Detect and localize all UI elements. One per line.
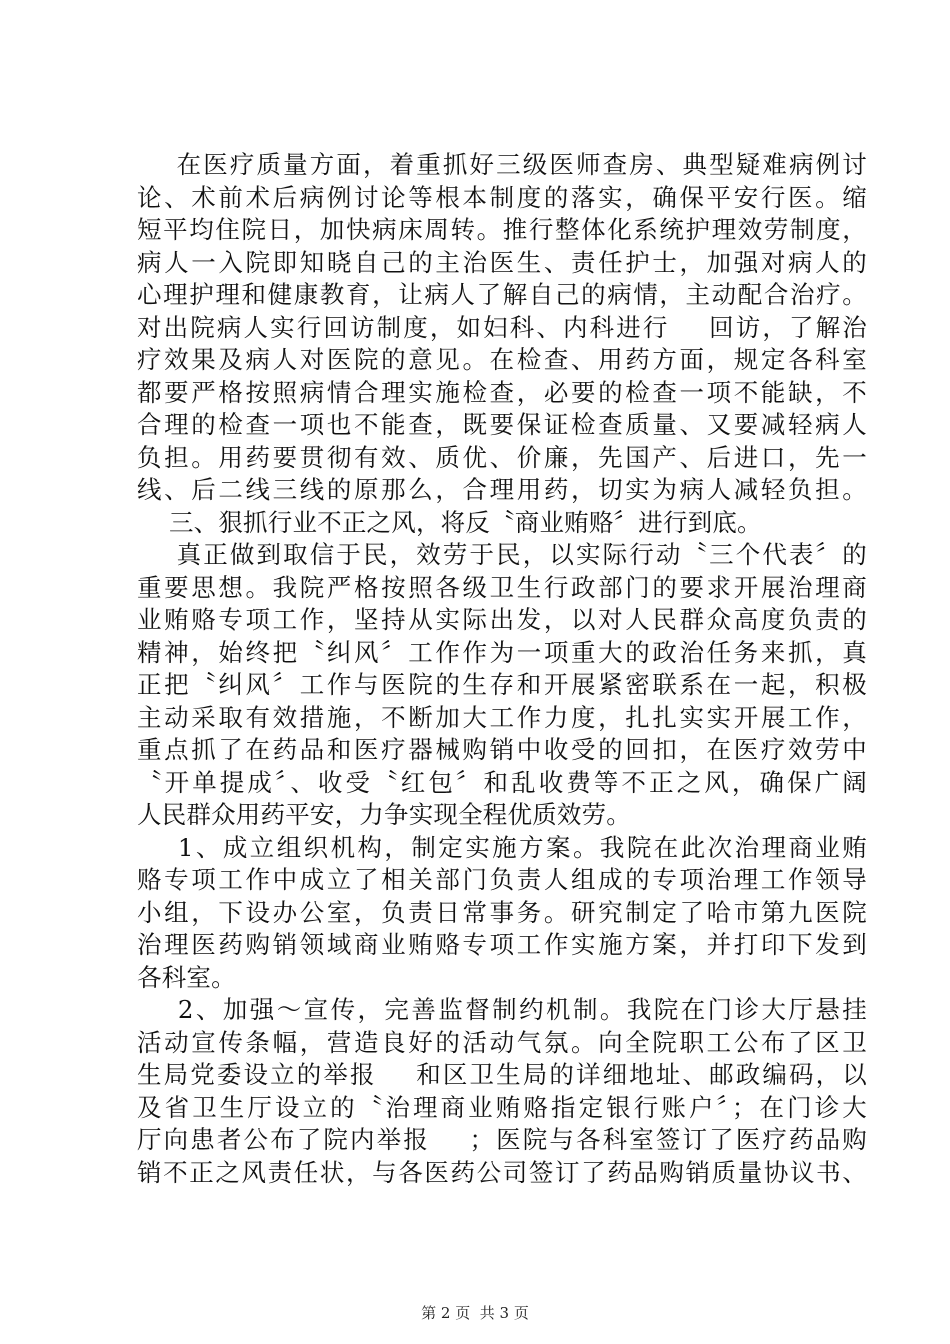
- text-line: 疗效果及病人对医院的意见。在检查、用药方面，规定各科室: [137, 345, 870, 374]
- text-line: 在医疗质量方面，着重抓好三级医师查房、典型疑难病例讨: [137, 150, 869, 179]
- text-line: 短平均住院日，加快病床周转。推行整体化系统护理效劳制度，: [137, 215, 869, 244]
- text-line: 真正做到取信于民，效劳于民，以实际行动〝三个代表〞的: [137, 540, 869, 569]
- text-line: 重要思想。我院严格按照各级卫生行政部门的要求开展治理商: [137, 572, 870, 602]
- text-line: 治理医药购销领域商业贿赂专项工作实施方案，并打印下发到: [137, 930, 870, 959]
- body-text: [137, 149, 870, 1189]
- text-line: 2、加强～宣传，完善监督制约机制。我院在门诊大厅悬挂: [137, 995, 870, 1024]
- text-line: 销不正之风责任状，与各医药公司签订了药品购销质量协议书、: [137, 1157, 869, 1187]
- text-line: 小组，下设办公室，负责日常事务。研究制定了哈市第九医院: [137, 897, 870, 927]
- text-line: 厅向患者公布了院内举报 ；医院与各科室签订了医疗药品购: [137, 1125, 869, 1154]
- text-line: 人民群众用药平安，力争实现全程优质效劳。: [137, 800, 631, 829]
- text-line: 活动宣传条幅，营造良好的活动气氛。向全院职工公布了区卫: [137, 1027, 870, 1057]
- text-line: 合理的检查一项也不能查，既要保证检查质量、又要减轻病人: [137, 410, 870, 439]
- text-line: 线、后二线三线的原那么，合理用药，切实为病人减轻负担。: [137, 475, 870, 504]
- text-line: 心理护理和健康教育，让病人了解自己的病情，主动配合治疗。: [137, 280, 869, 309]
- text-line: 病人一入院即知晓自己的主治医生、责任护士，加强对病人的: [137, 247, 870, 277]
- text-line: 主动采取有效措施，不断加大工作力度，扎扎实实开展工作，: [137, 702, 870, 732]
- text-line: 业贿赂专项工作，坚持从实际出发，以对人民群众高度负责的: [137, 605, 870, 634]
- text-line: 负担。用药要贯彻有效、质优、价廉，先国产、后进口，先一: [137, 442, 870, 472]
- text-line: 都要严格按照病情合理实施检查，必要的检查一项不能缺，不: [137, 377, 870, 407]
- text-line: 及省卫生厅设立的〝治理商业贿赂指定银行账户〞；在门诊大: [137, 1092, 870, 1122]
- text-line: 对出院病人实行回访制度，如妇科、内科进行 回访，了解治: [137, 312, 869, 342]
- text-line: 三、狠抓行业不正之风，将反〝商业贿赂〞进行到底。: [137, 507, 762, 537]
- text-line: 各科室。: [137, 962, 236, 992]
- text-line: 论、术前术后病例讨论等根本制度的落实，确保平安行医。缩: [137, 182, 870, 212]
- text-line: 重点抓了在药品和医疗器械购销中收受的回扣，在医疗效劳中: [137, 735, 870, 764]
- text-line: 生局党委设立的举报 和区卫生局的详细地址、邮政编码，以: [137, 1060, 869, 1089]
- text-line: 〝开单提成〞、收受〝红包〞和乱收费等不正之风，确保广阔: [137, 767, 870, 797]
- text-line: 1、成立组织机构，制定实施方案。我院在此次治理商业贿: [137, 832, 870, 862]
- text-line: 正把〝纠风〞工作与医院的生存和开展紧密联系在一起，积极: [137, 670, 870, 699]
- text-line: 精神，始终把〝纠风〞工作作为一项重大的政治任务来抓，真: [137, 637, 870, 667]
- text-line: 赂专项工作中成立了相关部门负责人组成的专项治理工作领导: [137, 865, 870, 894]
- page-footer: 第 2 页 共 3 页: [421, 1304, 529, 1322]
